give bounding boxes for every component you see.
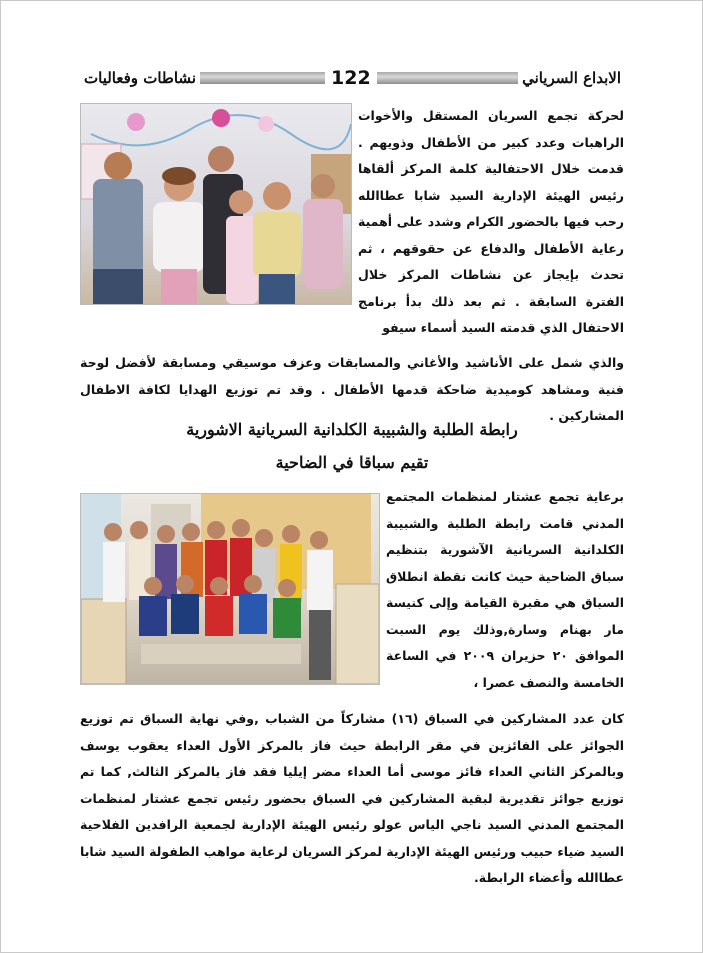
article1-full-text (80, 350, 624, 430)
race-participants-photo (80, 493, 380, 685)
article2-headline-line2: تقيم سباقا في الضاحية (275, 453, 429, 472)
article1-full-paragraph: والذي شمل على الأناشيد والأغاني والمسابقات وعزف موسيقي ومسابقة لأفضل لوحة فنية ومشاهد كوميدية ضاحكة قدمها الأطفال . وقد تم توزيع الهدايا لكافة الاطفال المشاركين . (80, 355, 624, 423)
article2-column-text (386, 484, 624, 696)
article2-full-paragraph: كان عدد المشاركين في السباق (١٦) مشاركاً من الشباب ,وفي نهاية السباق تم توزيع الجوائز على الفائزين في مقر الرابطة حيث فاز بالمركز الأول العداء يعقوب يوسف وبالمركز الثاني العداء فائز موسى أما العداء مضر إيليا فقد فاز بالمركز الثالث, كما تم توزيع جوائز تقديرية لبقية المشاركين في السباق بحضور رئيس تجمع عشتار لمنظمات المجتمع المدني السيد ناجي الياس عولو رئيس الهيئة الإدارية لجمعية الرافدين الفلاحية السيد ضياء حبيب ورئيس الهيئة الإدارية لمركز السريان لرعاية مواهب الطفولة السيد شابا عطاالله وأعضاء الرابطة. (80, 711, 624, 885)
children-celebration-illustration (81, 104, 351, 304)
section-name: نشاطات وفعاليات (80, 66, 200, 90)
magazine-name: الابداع السرياني (518, 66, 625, 90)
article1-column-paragraph: لحركة تجمع السريان المستقل والأخوات الراهبات وعدد كبير من الأطفال وذويهم . قدمت خلال الاحتفالية كلمة المركز ألقاها رئيس الهيئة الإدارية السيد شابا عطاالله رحب فيها بالحضور الكرام وشدد على أهمية رعاية الأطفال والدفاع عن حقوقهم ، ثم تحدث بإيجاز عن نشاطات المركز خلال الفترة السابقة . ثم بعد ذلك بدأ برنامج الاحتفال الذي قدمته السيد أسماء سيفو (358, 108, 624, 335)
children-celebration-photo (80, 103, 352, 305)
article2-column-paragraph: برعاية تجمع عشتار لمنظمات المجتمع المدني قامت رابطة الطلبة والشبيبة الكلدانية السريانية الآشورية بتنظيم سباق الضاحية حيث كانت نقطة انطلاق السباق هي مقبرة القيامة وإلى كنيسة مار بهنام وسارة,وذلك يوم السبت الموافق ٢٠ حزيران ٢٠٠٩ في الساعة الخامسة والنصف عصرا ، (386, 489, 624, 690)
article2-headline-line1: رابطة الطلبة والشبيبة الكلدانية السريانية الاشورية (186, 420, 518, 439)
page-number: 122 (325, 66, 377, 90)
race-participants-illustration (81, 494, 379, 684)
page-header (80, 66, 625, 90)
article1-column-text (358, 103, 624, 342)
article2-full-text (80, 706, 624, 892)
